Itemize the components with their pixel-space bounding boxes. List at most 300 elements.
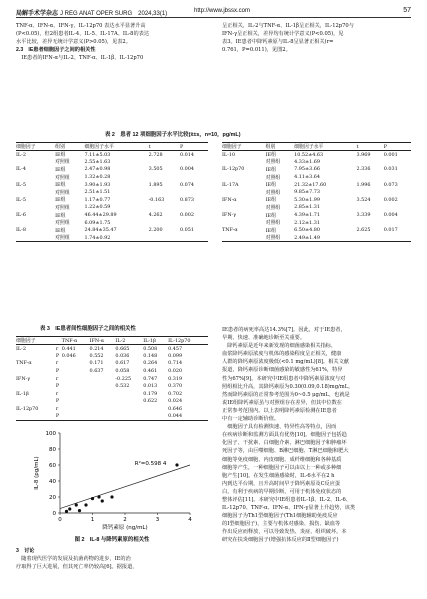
- column-header: t: [356, 143, 383, 151]
- table-cell: [356, 219, 383, 227]
- table-cell: 0.179: [143, 390, 158, 397]
- table-cell: IL-5: [16, 196, 26, 203]
- text-line: 人群的降钙素原浓度极低(<0.1 mg/mL)[8]。相关文献: [222, 359, 349, 366]
- table-cell: 0.457: [168, 345, 183, 352]
- column-header: TNF-α: [62, 337, 90, 345]
- column-header: 细胞因子: [222, 143, 266, 151]
- text-line: 降钙素原是近年来新发现的细菌感染相关指标，: [222, 343, 337, 350]
- table-cell: [356, 158, 383, 166]
- table-cell: 0.665: [115, 345, 130, 352]
- table-row: [16, 204, 208, 212]
- table-cell: IL-17A: [222, 181, 239, 188]
- table-cell: P: [55, 383, 60, 390]
- table-row: [16, 382, 208, 390]
- table-cell: [62, 405, 90, 413]
- table-cell: IE组: [265, 182, 276, 189]
- journal-name: 局解手术学杂志: [16, 11, 59, 17]
- table-cell: [90, 390, 116, 398]
- table-cell: 1.996: [356, 181, 371, 188]
- text-line: 细胞等免疫细胞、内皮细胞、成纤维细胞和各种基质: [222, 456, 342, 463]
- table-cell: [115, 390, 143, 398]
- text-line: 照组相比升高，其降钙素原为0.30(0.09,0.18)mg/mL，: [222, 383, 354, 390]
- table-cell: [62, 382, 90, 390]
- table-cell: 0.058: [115, 368, 130, 375]
- table-cell: 0.508: [143, 345, 158, 352]
- column-header: IL-12p70: [168, 337, 208, 345]
- table3: [16, 336, 208, 421]
- column-header: 细胞因子水平: [294, 143, 356, 151]
- table-row: [222, 151, 411, 159]
- y-tick-label: 60: [49, 463, 56, 469]
- table-row: [16, 360, 208, 368]
- table-cell: [149, 173, 180, 181]
- trend-line: [60, 465, 190, 509]
- table-cell: 0.004: [179, 166, 194, 173]
- table-cell: [16, 188, 55, 196]
- table-cell: 2.55±1.63: [84, 158, 111, 165]
- text-line: 细胞等产生，一种细胞因子可以由以上一种或多种细: [222, 464, 342, 471]
- table-cell: 0.646: [168, 406, 183, 413]
- table-cell: 0.017: [383, 227, 398, 234]
- column-header: 细胞因子: [16, 143, 55, 151]
- table-cell: [180, 173, 208, 181]
- table-cell: 0.020: [168, 368, 183, 375]
- table-row: [222, 234, 411, 242]
- text-line: 中有一定辅助诊断价值。: [222, 416, 280, 423]
- table-cell: 对照组: [266, 234, 295, 242]
- r-squared-label: R²=0.598 4: [134, 461, 167, 467]
- table-cell: [115, 405, 143, 413]
- table-row: [16, 211, 208, 219]
- table-cell: -0.225: [115, 375, 132, 382]
- text-line: 随着现代医学的发展及抗菌药物的进步，IE的治: [16, 556, 131, 563]
- table-cell: 1.32±0.28: [84, 174, 111, 181]
- table-cell: IL-8: [16, 227, 26, 234]
- table-cell: IL-5: [16, 181, 26, 188]
- table-cell: 对照组: [265, 189, 281, 196]
- table-cell: r: [55, 375, 59, 382]
- table-cell: [90, 413, 116, 421]
- text-line: 早期、快速、准确地诊断至关重要。: [222, 335, 306, 342]
- data-point: [84, 503, 87, 506]
- table-cell: IL-2: [16, 151, 26, 158]
- x-tick-label: 2: [123, 517, 127, 523]
- table-cell: 0.319: [168, 375, 183, 382]
- text-line: 报道，降钙素原诊断细菌感染的敏感性为61%，特异: [222, 367, 343, 374]
- table-row: [16, 173, 208, 181]
- text-line: 说IE组降钙素原虽与对照组存在差异，但其中位数在: [222, 399, 342, 406]
- table-cell: [16, 413, 56, 421]
- table-cell: [149, 158, 180, 166]
- table-cell: 3.90±1.93: [84, 181, 111, 188]
- table-row: [16, 398, 208, 406]
- table-row: [16, 226, 208, 234]
- table-row: [222, 196, 411, 204]
- table-cell: [222, 158, 266, 166]
- table-cell: 0.873: [179, 196, 194, 203]
- right-column-top: [222, 22, 411, 54]
- table-cell: [149, 219, 180, 227]
- y-tick-label: 100: [45, 431, 56, 437]
- column-header: IL-2: [115, 337, 143, 345]
- table-cell: 4.262: [148, 212, 163, 219]
- table-cell: 3.505: [148, 166, 163, 173]
- text-line: (P<0.05)，但2组患者IL-4、IL-5、IL-17A、IL-8的表达: [16, 31, 150, 38]
- y-tick-label: 20: [49, 495, 56, 501]
- table-cell: [16, 173, 55, 181]
- data-point: [78, 509, 81, 512]
- table-cell: [62, 398, 90, 406]
- text-line: 疗取得了巨大进展，但其死亡率仍较高[6]。据报道，: [16, 564, 138, 571]
- column-header: 细胞因子水平: [84, 143, 148, 151]
- table-cell: r: [55, 390, 59, 397]
- table-cell: TNF-α: [222, 227, 238, 234]
- table-cell: IFN-γ: [16, 375, 31, 382]
- table-cell: 4.33±1.69: [294, 158, 320, 165]
- table-cell: -0.163: [148, 196, 165, 203]
- table-cell: [384, 188, 411, 196]
- table-row: [16, 413, 208, 421]
- table-cell: IE组: [55, 166, 66, 173]
- table-cell: IE组: [265, 212, 276, 219]
- table-cell: 0.552: [89, 352, 104, 359]
- table-cell: [149, 204, 180, 212]
- table-cell: 1.17±0.77: [84, 196, 111, 203]
- text-line: 整体评估[11]。本研究中IE组患者IL-1β、IL-2、IL-6、: [222, 496, 351, 503]
- table-cell: 6.09±1.75: [84, 219, 111, 226]
- table-cell: 1.74±0.92: [84, 234, 148, 242]
- table-cell: [90, 375, 116, 383]
- right-column-bottom: [222, 326, 411, 545]
- table-cell: [16, 158, 55, 166]
- table-cell: 2.51±1.51: [84, 189, 111, 196]
- table-row: [222, 219, 411, 227]
- table-cell: [222, 219, 266, 227]
- table-cell: 10.52±4.63: [294, 151, 324, 158]
- section-heading: 3 讨论: [16, 548, 35, 554]
- table-cell: [16, 352, 56, 360]
- table-cell: [222, 173, 266, 181]
- table-row: [222, 181, 411, 189]
- table-cell: 2.12±1.31: [294, 219, 320, 226]
- table-cell: 2.336: [356, 166, 371, 173]
- table-cell: 2.47±0.98: [84, 166, 111, 173]
- table-cell: [180, 204, 208, 212]
- discussion-column: [16, 547, 208, 571]
- text-line: IFN-γ呈正相关，差异均有统计学意义(P<0.05)，见: [222, 31, 344, 38]
- table-row: [16, 196, 208, 204]
- table-cell: r: [55, 360, 59, 367]
- table-cell: 3.969: [356, 151, 371, 158]
- table-cell: [16, 382, 56, 390]
- table-cell: P: [55, 368, 60, 375]
- table-row: [222, 226, 411, 234]
- table-cell: P: [55, 352, 60, 359]
- table-cell: [90, 405, 116, 413]
- table-cell: P: [55, 398, 60, 405]
- table-row: [16, 234, 208, 242]
- table2-caption: 表 2 患者 12 项细胞因子水平比较(x̄±s，n=10，pg/mL): [105, 132, 241, 138]
- table-cell: [356, 173, 383, 181]
- scatter-chart: [30, 427, 198, 531]
- column-header: 组别: [266, 143, 295, 151]
- journal-website: http://www.jbssx.com: [194, 8, 251, 14]
- table-cell: [143, 405, 168, 413]
- text-line: 的Ⅰ型细胞因子)，主要与机体对感染、损伤、缺血等: [222, 521, 341, 528]
- x-tick-label: 4: [188, 517, 192, 523]
- table-cell: 21.32±17.60: [294, 181, 327, 188]
- table-cell: [180, 219, 208, 227]
- table-cell: [384, 234, 411, 242]
- table3-caption: 表 3 IE患者间性细胞因子之间的相关性: [40, 326, 136, 332]
- table-cell: 0.214: [89, 345, 104, 352]
- table-cell: [90, 398, 116, 406]
- table-cell: 0.171: [89, 360, 104, 367]
- table-cell: 对照组: [265, 204, 281, 211]
- x-tick-label: 0: [58, 517, 62, 523]
- table-cell: IL-2: [16, 345, 26, 352]
- y-tick-label: 40: [49, 479, 56, 485]
- table-cell: 2.49±1.49: [294, 234, 356, 242]
- text-line: IL-12p70、TNF-α、IFN-α、IFN-γ显著上升趋势，该类: [222, 505, 356, 512]
- table-cell: IE组: [265, 227, 276, 234]
- column-header: t: [149, 143, 180, 151]
- table-row: [16, 166, 208, 174]
- table-row: [16, 390, 208, 398]
- table-cell: 46.44±29.89: [84, 212, 117, 219]
- table-cell: 0.074: [179, 181, 194, 188]
- column-header: IL-1β: [143, 337, 168, 345]
- table-cell: 2.625: [356, 227, 371, 234]
- table-cell: [16, 367, 56, 375]
- table-cell: [62, 367, 90, 375]
- column-header: 组别: [55, 143, 84, 151]
- table-cell: IE组: [55, 212, 66, 219]
- x-tick-label: 3: [155, 517, 160, 523]
- table2-right: [222, 142, 411, 242]
- table-cell: 对照组: [55, 189, 70, 196]
- table-cell: [149, 234, 180, 242]
- table-cell: 0.702: [168, 390, 183, 397]
- header-rule: [16, 17, 411, 18]
- table-cell: [62, 390, 90, 398]
- table-row: [16, 367, 208, 375]
- table-cell: 0.031: [383, 166, 398, 173]
- data-point: [91, 497, 94, 500]
- table-cell: IE组: [55, 227, 66, 234]
- table-cell: 0.002: [383, 196, 398, 203]
- table-cell: 0.714: [168, 360, 183, 367]
- table-cell: 0.148: [143, 352, 158, 359]
- data-point: [110, 495, 113, 498]
- table-row: [16, 188, 208, 196]
- table-cell: 9.85±7.73: [294, 189, 320, 196]
- table-cell: 对照组: [55, 234, 84, 242]
- table-cell: IL-6: [16, 212, 26, 219]
- table-row: [16, 352, 208, 360]
- table-cell: [180, 188, 208, 196]
- table-cell: 对照组: [55, 204, 70, 211]
- y-axis-label: IL-8 (pg/mL): [34, 456, 40, 490]
- column-header: IFN-α: [90, 337, 116, 345]
- data-point: [101, 499, 104, 502]
- table-cell: 2.200: [148, 227, 163, 234]
- table-row: [222, 204, 411, 212]
- text-line: 细胞因子为Th1型细胞因子(Th1细胞辅助免疫反应: [222, 513, 338, 520]
- table-cell: IFN-γ: [222, 212, 237, 219]
- text-line: 然而降钙素原的正常参考范围为0~0.5 μg/mL，也就是: [222, 391, 350, 398]
- table-cell: [115, 398, 143, 406]
- table-cell: 对照组: [265, 159, 281, 166]
- table-cell: 0.014: [179, 151, 194, 158]
- text-line: 0.761，P=0.011)，见图2。: [222, 47, 291, 54]
- table-cell: [356, 204, 383, 212]
- text-line: 血浆降钙素原浓度与机体的感染程度呈正相关，健康: [222, 351, 342, 358]
- data-point: [65, 510, 68, 513]
- table-cell: 0.099: [168, 352, 183, 359]
- table-cell: 对照组: [265, 220, 281, 227]
- table-cell: 2.728: [148, 151, 163, 158]
- table-cell: [90, 382, 116, 390]
- table-cell: 0.370: [168, 383, 183, 390]
- table-cell: 3.524: [356, 196, 371, 203]
- text-line: TNF-α、IFN-α、IFN-γ、IL-12p70 表达水平显著升高: [16, 23, 146, 29]
- data-point: [175, 463, 178, 466]
- table-cell: [384, 158, 411, 166]
- table-cell: 6.50±4.80: [294, 227, 320, 234]
- text-line: 水平比较，差异无统计学意义(P>0.05)，见表2。: [16, 39, 131, 46]
- text-line: 性为67%[9]。本研究中IE组患者中降钙素原浓度与对: [222, 375, 346, 382]
- table-cell: IL-10: [222, 151, 236, 158]
- data-point: [68, 507, 71, 510]
- y-tick-label: 0: [52, 511, 56, 517]
- table-cell: 对照组: [55, 174, 70, 181]
- table-cell: 0.461: [143, 368, 158, 375]
- table-cell: 7.95±3.66: [294, 166, 320, 173]
- table-cell: r: [55, 406, 59, 413]
- table-cell: P: [56, 413, 62, 421]
- table-cell: [222, 204, 266, 212]
- table-cell: 0.617: [115, 360, 130, 367]
- table-cell: [115, 413, 143, 421]
- x-axis-label: 降钙素原 (ng/mL): [102, 525, 148, 531]
- table-row: [222, 211, 411, 219]
- table-cell: 1.895: [148, 181, 163, 188]
- table-cell: [16, 234, 55, 242]
- text-line: 作出反应而释放，可以导致发热、炎症、组织破坏。本: [222, 529, 347, 536]
- table-cell: 4.11±3.64: [294, 174, 320, 181]
- table-cell: 1.22±0.59: [84, 204, 111, 211]
- table-cell: [222, 188, 266, 196]
- table-cell: IL-12p70: [222, 166, 245, 173]
- table-row: [16, 181, 208, 189]
- x-tick-label: 1: [90, 517, 95, 523]
- table-cell: 0.004: [383, 212, 398, 219]
- table-cell: 对照组: [55, 159, 70, 166]
- table-cell: 4.39±1.71: [294, 212, 320, 219]
- table-cell: [62, 360, 90, 368]
- table-cell: IL-12p70: [16, 406, 39, 413]
- table-cell: IE组: [55, 197, 66, 204]
- table-cell: [384, 219, 411, 227]
- table-cell: [143, 413, 168, 421]
- table-cell: 0.073: [383, 181, 398, 188]
- text-line: 呈正相关，IL-2与TNF-α、IL-1β呈正相关，IL-12p70与: [222, 23, 354, 29]
- table-cell: 24.84±35.47: [84, 227, 117, 234]
- table-cell: 0.747: [143, 375, 158, 382]
- text-line: 研究在扶炎细胞因子(增强抗体反应的Ⅱ型细胞因子): [222, 537, 339, 544]
- table-cell: [16, 204, 55, 212]
- table-cell: [384, 204, 411, 212]
- table-cell: IE组: [55, 152, 66, 159]
- y-tick-label: 80: [49, 447, 56, 453]
- text-line: 表3。IE患者中降钙素原与IL-8呈显著正相关(r=: [222, 39, 334, 46]
- data-point: [97, 495, 100, 498]
- table-cell: 对照组: [55, 220, 70, 227]
- text-line: 细胞因子具有检测快速、特异性高等特点，因而: [222, 424, 337, 431]
- text-line: 死因子等，由巨噬细胞、B淋巴细胞、T淋巴细胞和肥大: [222, 448, 349, 455]
- table-cell: 对照组: [265, 174, 281, 181]
- table-row: [16, 405, 208, 413]
- text-line: 胞产生[10]。在发生细菌感染时，IL-6水平在2 h: [222, 472, 335, 479]
- table-cell: 0.051: [179, 227, 194, 234]
- table-row: [16, 219, 208, 227]
- table-cell: 0.532: [115, 383, 130, 390]
- table-cell: IE组: [265, 197, 276, 204]
- table-cell: [16, 398, 56, 406]
- table-cell: [16, 219, 55, 227]
- table-cell: [180, 234, 208, 242]
- table-cell: [180, 158, 208, 166]
- table-cell: IL-1β: [16, 390, 29, 397]
- table-cell: 3.339: [356, 212, 371, 219]
- column-header: P: [180, 143, 208, 151]
- table-cell: [62, 375, 90, 383]
- table-cell: [356, 188, 383, 196]
- table-cell: [149, 188, 180, 196]
- table-cell: 0.046: [61, 352, 76, 359]
- table-cell: 0.044: [168, 413, 208, 421]
- table-cell: 0.637: [89, 368, 104, 375]
- journal-name-en: J REG ANAT OPER SURG 2024,33(1): [60, 11, 168, 17]
- text-line: IE患者的病死率高达14.3%[7]。因此，对于IE患者，: [222, 327, 346, 333]
- table-cell: IFN-α: [222, 196, 237, 203]
- left-column-top: [16, 22, 208, 62]
- table-cell: [384, 173, 411, 181]
- table-cell: 0.002: [179, 212, 194, 219]
- table-cell: [62, 413, 90, 421]
- table-cell: 5.30±1.99: [294, 196, 320, 203]
- column-header: 细胞因子: [16, 337, 56, 345]
- table-cell: 7.11±5.03: [84, 151, 111, 158]
- text-line: 白，有利于疾病的早期诊断，可用于机体免疫状态的: [222, 488, 342, 495]
- table-cell: TNF-α: [16, 360, 32, 367]
- table-cell: IE组: [265, 152, 276, 159]
- table-cell: 0.036: [115, 352, 130, 359]
- table-cell: [356, 234, 383, 242]
- table-cell: 2.85±1.31: [294, 204, 320, 211]
- text-line: 在疾病诊断和监测方面具有优势[10]。细胞因子包括趋: [222, 432, 347, 439]
- table-cell: 0.013: [143, 383, 158, 390]
- table-cell: IE组: [265, 166, 276, 173]
- text-line: 化因子、干扰素、白细胞介素、淋巴细胞因子和肿瘤坏: [222, 440, 347, 447]
- text-line: 正常参考范围内。以上表明降钙素原检测在IE患者: [222, 407, 337, 414]
- text-line: 内到达平台期，且升高时间早于降钙素原及C反应蛋: [222, 480, 341, 487]
- table-cell: r: [55, 345, 59, 352]
- table2-left: [16, 142, 208, 242]
- table-cell: [222, 234, 266, 242]
- table-cell: 0.441: [61, 345, 76, 352]
